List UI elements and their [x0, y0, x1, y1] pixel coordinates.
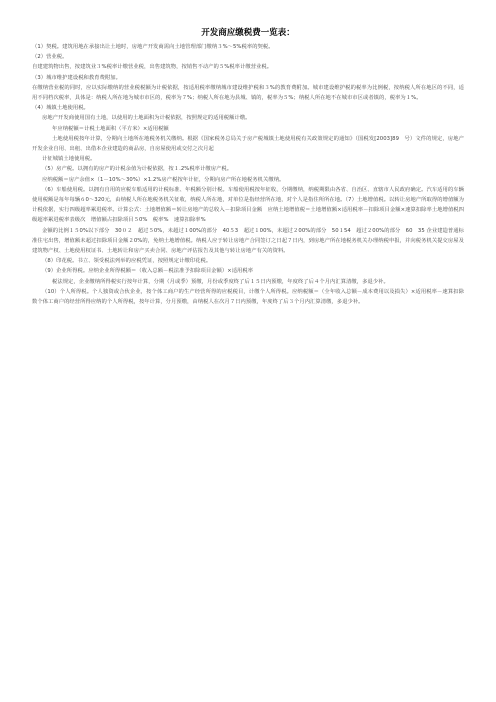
paragraph-4: （3）城市维护建设税和教育费附加。 — [32, 74, 121, 81]
paragraph-8: 年应纳税额＝计税土地面积（平方米）×适用税额 — [52, 125, 169, 132]
paragraph-12: 应纳税额＝房产余值×（1－10%～30%）×1.2%房产税按年计征，分期向房产所在地税务机关缴纳。 — [42, 176, 285, 183]
paragraph-1: （1）契税。建筑用地在承接出让土地时，房地产开发商需向土地管理部门缴纳３%～5%税率的契税。 — [32, 44, 274, 50]
paragraph-6: （4）城镇土地使用税。 — [32, 105, 89, 112]
paragraph-16: （9）企业所得税。应纳企业所得税额＝（收入总额－税法准予扣除项目金额）×适用税率 — [42, 268, 254, 275]
paragraph-14: 金额的比例１５0%以下部分 30０２ 超过５0%，未超过１00%的部分 40５3 超过１00%，未超过２00%的部分 50１54 超过２00%的部分 60 35 企业建造普通标准住宅出售，增值额未超过扣除项目金额２0%的，免纳土地增值税。纳税人应于转让房地产合同签订之日起７日内，到房地产所在地税务机关办理纳税申报，并向税务机关提交房屋及建筑物产权、土地使用权证书、土地转让和房产买卖合同、房地产评估报告及其他与转让房地产有关的资料。 — [32, 227, 464, 255]
paragraph-5: 在缴纳营业税的同时，应以实际缴纳的营业税税额为计税依据，按适用税率缴纳城市建设维护税和３%的教育费附加。城市建设维护税的税率为比例税，按纳税人所在地区的不同，适用不同档次税率，具体是：纳税人所在地为城市市区的，税率为７%；纳税人所在地为县城、镇的，税率为５%；纳税人所在地不在城市市区或者镇的，税率为１%。 — [32, 84, 464, 102]
document-page — [32, 28, 464, 307]
paragraph-7: 房地产开发商使用国有土地，以使用的土地面积为计税依据，按照规定的适用税额计缴。 — [42, 115, 251, 122]
paragraph-3: 自建建筑物出售，按建筑业３%税率计缴营业税，出售建筑物，按销售不动产的５%税率计缴营业税。 — [32, 64, 273, 71]
paragraph-11: （5）房产税。以拥有的房产的计税余值为计税依据，按１.2%税率计缴房产税。 — [42, 166, 233, 173]
paragraph-10: 计征城镇土地使用税。 — [42, 156, 96, 163]
paragraph-13: （6）车船使用税。以拥有自用的应税车船适用的计税标准、年税额分别计税。车船使用税按年征收，分期缴纳，纳税期限由各省、自治区、直辖市人民政府确定。汽车适用的车辆使用税额是每年每辆６0～320元，由纳税人所在地税务机关征收，纳税人所在地，对单位是指经营所在地，对个人是指住所所在地。（7）土地增值税。以转让房地产所取得的增值额为计税依据，实行四级超率累进税率。计算公式：土地增值额＝转让房地产的总收入－扣除项目金额 应纳土地增值税＝土地增值额×适用税率－扣除项目金额×速算扣除率土地增值税四级超率累进税率表级次 增值额占扣除项目５0% 税率% 速算扣除率% — [32, 186, 464, 224]
paragraph-9: 土地使用税按年计算，分期向土地所在地税务机关缴纳。根据《国家税务总局关于房产税城镇土地使用税有关政策规定的通知》（国税发[2003]89 号）文件的规定，房地产开发企业自用、出租、出借本企业建造的商品房，自房屋使用或交付之次月起 — [32, 135, 464, 153]
document-title: 开发商应缴税费一览表： — [201, 28, 295, 38]
paragraph-18: （10）个人所得税。个人独资或合伙企业，按个体工商户的生产经营所得的应税税目，计缴个人所得税。应纳税额＝（全年收入总额－成本费用以及损失）×适用税率－速算扣除数个体工商户的经营所得应纳的个人所得税，按年计算，分月预缴，由纳税人在次月７日内预缴，年度终了后３个月内汇算清缴，多退少补。 — [32, 288, 464, 306]
document-body — [32, 42, 464, 307]
paragraph-17: 税法规定，企业缴纳所得税实行按年计算，分期（月或季）预缴，月份或季度终了后１５日内预缴，年度终了后４个月内汇算清缴，多退少补。 — [52, 278, 389, 285]
paragraph-2: （2）营业税。 — [32, 54, 68, 61]
paragraph-15: （8）印花税。书立、领受税法列举的应税凭证，按照规定计缴印花税。 — [42, 258, 212, 265]
